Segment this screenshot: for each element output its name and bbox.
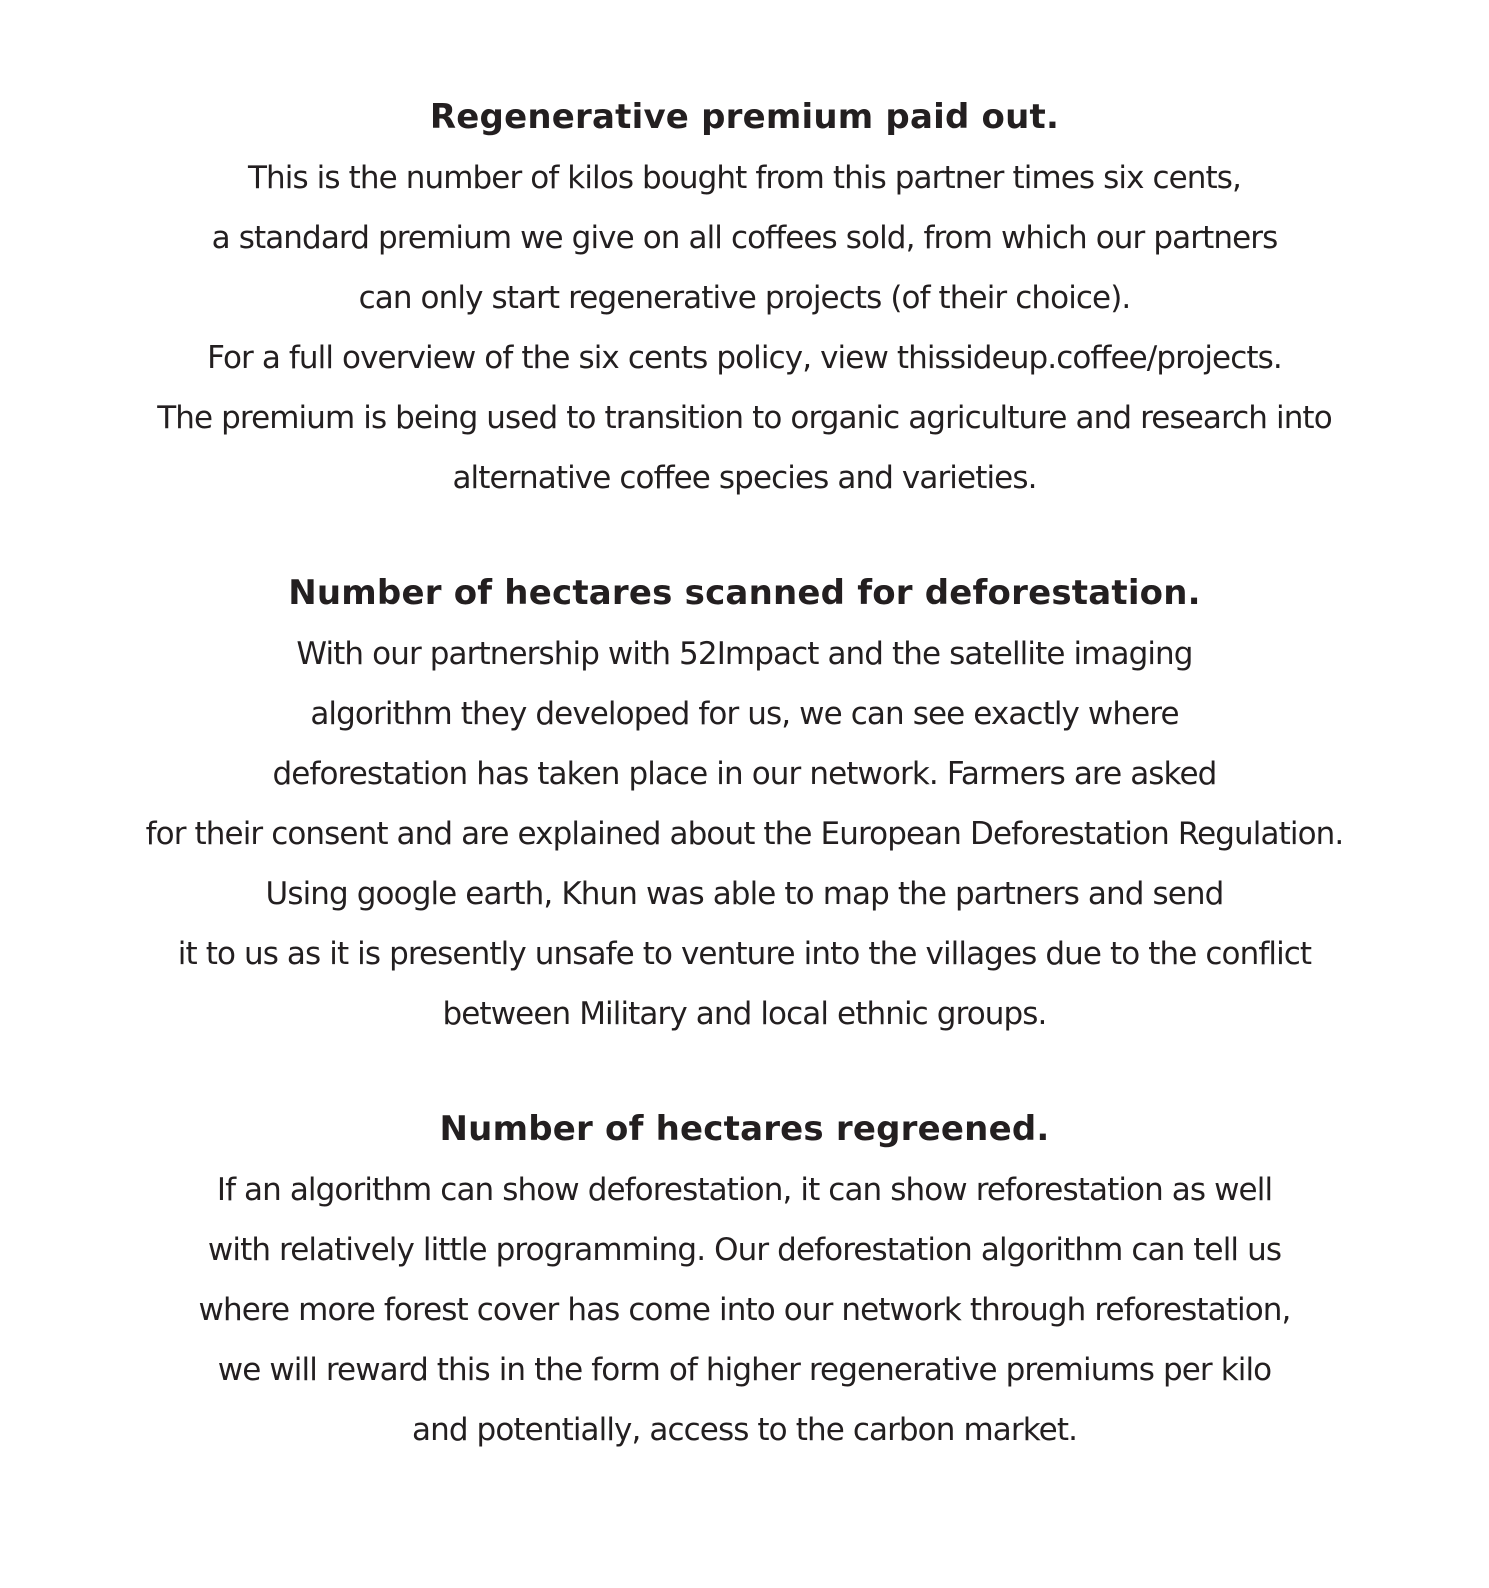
section-heading: Number of hectares regreened. — [439, 1109, 1050, 1149]
body-line: alternative coffee species and varieties. — [452, 460, 1037, 496]
section-hectares-regreened — [0, 1100, 1489, 1460]
body-line: it to us as it is presently unsafe to venture into the villages due to the conflict — [177, 936, 1312, 972]
body-line: and potentially, access to the carbon market. — [411, 1412, 1078, 1448]
section-heading: Number of hectares scanned for deforestation. — [288, 573, 1201, 613]
section-hectares-scanned — [0, 564, 1489, 1044]
body-line: we will reward this in the form of higher regenerative premiums per kilo — [217, 1352, 1272, 1388]
section-heading: Regenerative premium paid out. — [429, 97, 1060, 137]
body-line: deforestation has taken place in our network. Farmers are asked — [272, 756, 1217, 792]
body-line: for their consent and are explained about the European Deforestation Regulation. — [145, 816, 1344, 852]
body-line: With our partnership with 52Impact and the satellite imaging — [296, 636, 1193, 672]
body-line: algorithm they developed for us, we can see exactly where — [310, 696, 1179, 732]
body-line: a standard premium we give on all coffees sold, from which our partners — [211, 220, 1278, 256]
body-line: between Military and local ethnic groups. — [442, 996, 1047, 1032]
body-line: can only start regenerative projects (of their choice). — [358, 280, 1131, 316]
body-line: where more forest cover has come into our network through reforestation, — [198, 1292, 1291, 1328]
body-line: The premium is being used to transition to organic agriculture and research into — [157, 400, 1332, 436]
body-line: with relatively little programming. Our deforestation algorithm can tell us — [207, 1232, 1282, 1268]
section-regenerative-premium — [0, 88, 1489, 508]
body-line: If an algorithm can show deforestation, it can show reforestation as well — [216, 1172, 1273, 1208]
body-line: Using google earth, Khun was able to map the partners and send — [265, 876, 1224, 912]
body-line: This is the number of kilos bought from this partner times six cents, — [247, 160, 1242, 196]
body-line: For a full overview of the six cents policy, view thissideup.coffee/projects. — [207, 340, 1282, 376]
